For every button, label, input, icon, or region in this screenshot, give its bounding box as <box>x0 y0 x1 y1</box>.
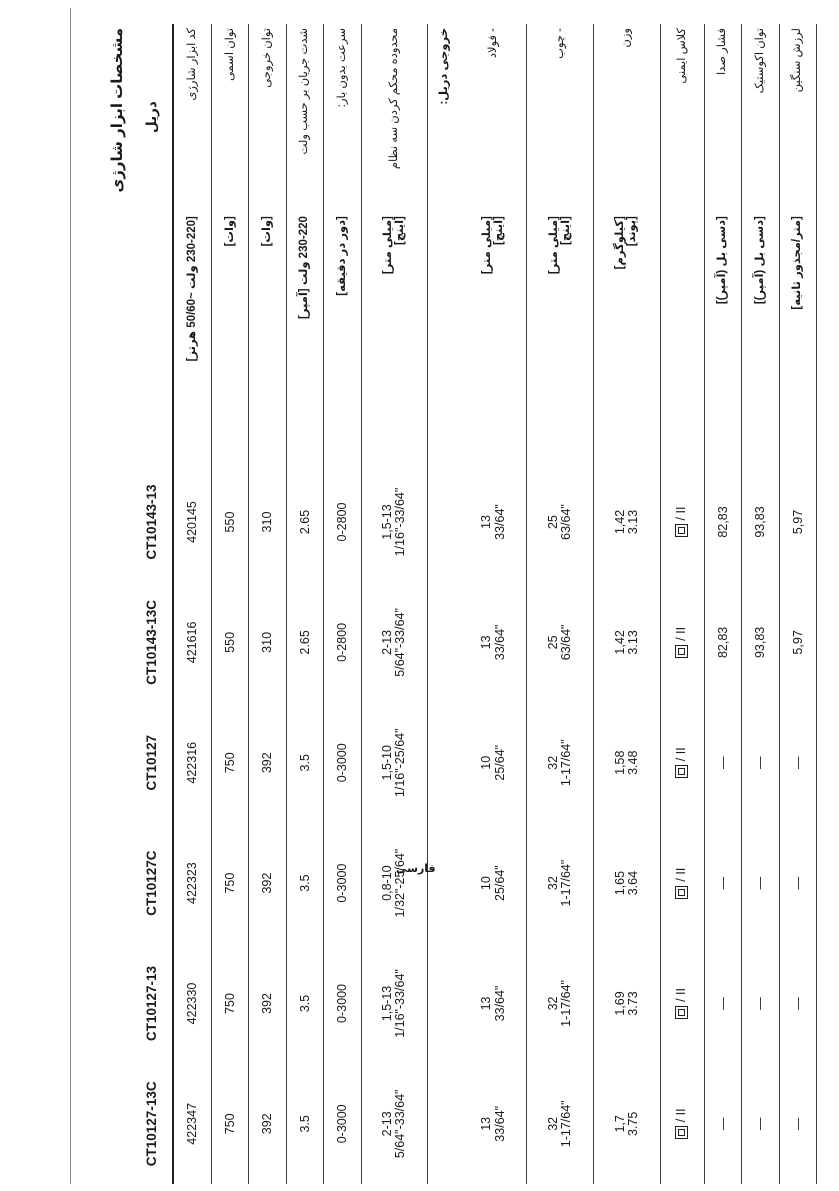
header-row <box>132 24 173 1184</box>
row-label: توان خروجی <box>249 24 286 210</box>
cell-value: 63/64" <box>559 624 574 661</box>
row-unit: [اینچ] <box>559 216 572 246</box>
cell-value: / II <box>673 626 688 641</box>
cell-value: 3.5 <box>286 823 323 943</box>
double-insulation-icon <box>675 524 688 537</box>
row-unit: [کیلوگرم] <box>614 216 627 270</box>
cell-value: 1,5-13 <box>380 985 395 1022</box>
cell-value: 93,83 <box>742 462 779 582</box>
cell-value: 420145 <box>173 462 212 582</box>
double-insulation-icon <box>675 765 688 778</box>
row-label: فشار صدا <box>704 24 741 210</box>
row-unit: [اینچ] <box>493 216 506 246</box>
column-header: CT10127-13C <box>132 1064 173 1184</box>
cell-value: 750 <box>212 823 249 943</box>
table-row <box>212 24 249 1184</box>
cell-value: 33/64" <box>492 985 507 1022</box>
cell-value: 82,83 <box>704 462 741 582</box>
cell-value: 32 <box>545 996 560 1011</box>
cell-value: 32 <box>545 1116 560 1131</box>
row-unit: [میلی متر] <box>381 216 394 275</box>
cell-value: 33/64" <box>492 624 507 661</box>
cell-value: 13 <box>479 515 494 529</box>
double-insulation-icon <box>675 1006 688 1019</box>
cell-value: 1-17/64" <box>559 980 574 1027</box>
cell-value: 550 <box>212 582 249 702</box>
cell-value: 82,83 <box>704 582 741 702</box>
cell-value: / II <box>673 867 688 882</box>
table-row <box>249 24 286 1184</box>
table-row <box>286 24 323 1184</box>
table-row <box>173 24 212 1184</box>
cell-value: 1-17/64" <box>559 859 574 907</box>
row-unit: [متر/مجذور ثانیه] <box>779 210 816 462</box>
cell-value: 392 <box>249 943 286 1063</box>
cell-value: 310 <box>249 462 286 582</box>
cell-value: 421616 <box>173 582 212 702</box>
cell-value: 0-3000 <box>324 943 361 1063</box>
cell-value: 1,58 <box>612 750 627 775</box>
table-row <box>594 24 661 1184</box>
cell-value: 25 <box>545 635 560 650</box>
cell-value: 1/16"-33/64" <box>393 969 408 1038</box>
cell-value: 1-17/64" <box>559 739 574 787</box>
row-label-drill: دریل <box>132 24 173 210</box>
row-label: محدوده محکم کردن سه نظام <box>361 24 428 210</box>
cell-value: 1,42 <box>612 509 627 535</box>
cell-value: 0-2800 <box>324 462 361 582</box>
cell-value: — <box>779 703 816 823</box>
double-insulation-icon <box>675 645 688 658</box>
cell-value: — <box>779 823 816 943</box>
column-header: CT10127-13 <box>132 943 173 1063</box>
cell-value: — <box>704 1064 741 1184</box>
cell-value: 0-3000 <box>324 823 361 943</box>
cell-value: 1,42 <box>612 630 627 655</box>
cell-value: 13 <box>479 1116 494 1131</box>
cell-value: 5/64"-33/64" <box>393 1089 408 1159</box>
row-unit: [میلی متر] <box>547 216 560 275</box>
cell-value: 2.65 <box>286 582 323 702</box>
cell-value: 422323 <box>173 823 212 943</box>
cell-value: 1,65 <box>612 870 627 896</box>
cell-value: 392 <box>249 703 286 823</box>
row-label: - فولاد <box>461 24 527 210</box>
cell-value: 1/16"-25/64" <box>393 728 408 798</box>
cell-value: 3.75 <box>625 1111 640 1136</box>
row-unit: [230-220 ولت ~50/60 هرتز] <box>173 210 212 462</box>
cell-value: — <box>704 703 741 823</box>
cell-value: 25/64" <box>492 744 507 781</box>
cell-value: / II <box>673 988 688 1002</box>
cell-value: 1-17/64" <box>559 1100 574 1148</box>
cell-value: 3.13 <box>625 509 640 535</box>
column-header: CT10143-13C <box>132 582 173 702</box>
cell-value: 422316 <box>173 703 212 823</box>
cell-value: 0-3000 <box>324 1064 361 1184</box>
cell-value: 2.65 <box>286 462 323 582</box>
column-header: CT10127C <box>132 823 173 943</box>
cell-value: 392 <box>249 1064 286 1184</box>
table-row <box>779 24 816 1184</box>
cell-value: 25 <box>545 515 560 529</box>
row-unit: [دسی بل (آمپر)] <box>742 210 779 462</box>
cell-value: / II <box>673 506 688 521</box>
cell-value: 1,5-13 <box>380 504 395 540</box>
double-insulation-icon <box>675 886 688 899</box>
row-label: لرزش سنگین <box>779 24 816 210</box>
cell-value: 1,69 <box>612 991 627 1016</box>
cell-value: 550 <box>212 462 249 582</box>
title-row <box>70 24 132 1184</box>
cell-value: 33/64" <box>492 1105 507 1142</box>
cell-value: 10 <box>479 876 494 891</box>
cell-value: 32 <box>545 755 560 770</box>
cell-value: / II <box>673 1108 688 1123</box>
row-unit: [دسی بل (آمپر)] <box>704 210 741 462</box>
cell-value: 3.5 <box>286 1064 323 1184</box>
row-unit: [وات] <box>249 210 286 462</box>
cell-value: 422347 <box>173 1064 212 1184</box>
page-title: مشخصات ابزار شارژی <box>108 28 126 193</box>
row-label: وزن <box>594 24 661 210</box>
row-label: توان اسمی <box>212 24 249 210</box>
row-unit: 230-220 ولت [آمپر] <box>286 210 323 462</box>
row-unit: [وات] <box>212 210 249 462</box>
cell-value: 0-3000 <box>324 703 361 823</box>
cell-value: 0,8-10 <box>380 865 395 901</box>
row-unit: [میلی متر] <box>481 216 494 275</box>
cell-value: — <box>704 823 741 943</box>
cell-value: 3.64 <box>625 870 640 896</box>
cell-value: 0-2800 <box>324 582 361 702</box>
cell-value: — <box>704 943 741 1063</box>
cell-value: — <box>742 1064 779 1184</box>
spec-table-rotated <box>70 24 817 1184</box>
spec-table <box>70 24 817 1184</box>
cell-value: 750 <box>212 703 249 823</box>
row-label: شدت جریان بر حسب ولت <box>286 24 323 210</box>
cell-value: 2-13 <box>380 629 395 655</box>
cell-value: / II <box>673 747 688 762</box>
cell-value: — <box>742 943 779 1063</box>
cell-value: 10 <box>479 755 494 770</box>
table-row <box>361 24 428 1184</box>
cell-value: — <box>779 1064 816 1184</box>
table-row <box>527 24 594 1184</box>
cell-value: 3.73 <box>625 991 640 1016</box>
row-label: کلاس ایمنی <box>660 24 704 210</box>
row-label: سرعت بدون بار: <box>324 24 361 210</box>
cell-value: 33/64" <box>492 504 507 540</box>
row-label: - چوب <box>527 24 594 210</box>
cell-value: 2-13 <box>380 1111 395 1137</box>
cell-value: 5/64"-33/64" <box>393 608 408 677</box>
cell-value: 750 <box>212 1064 249 1184</box>
cell-value: 1,7 <box>612 1115 627 1133</box>
table-row <box>324 24 361 1184</box>
table-row <box>428 24 461 1184</box>
row-unit: [دور در دقیقه] <box>324 210 361 462</box>
cell-value: — <box>779 943 816 1063</box>
row-label: توان اکوستیک <box>742 24 779 210</box>
row-unit: [پوند] <box>626 216 639 247</box>
cell-value: 1/32"-25/64" <box>393 848 408 918</box>
cell-value: 3.13 <box>625 630 640 655</box>
cell-value: 93,83 <box>742 582 779 702</box>
table-row <box>660 24 704 1184</box>
row-label: کد ابزار شارژی <box>173 24 212 210</box>
cell-value: 63/64" <box>559 504 574 540</box>
cell-value: 750 <box>212 943 249 1063</box>
cell-value: 13 <box>479 635 494 650</box>
row-unit: [اینچ] <box>393 216 406 246</box>
column-header: CT10143-13 <box>132 462 173 582</box>
cell-value: 32 <box>545 876 560 891</box>
cell-value: 1/16"-33/64" <box>393 487 408 557</box>
cell-value: 5,97 <box>779 462 816 582</box>
table-row <box>742 24 779 1184</box>
cell-value: — <box>742 823 779 943</box>
cell-value: 310 <box>249 582 286 702</box>
cell-value: 5,97 <box>779 582 816 702</box>
cell-value: 422330 <box>173 943 212 1063</box>
table-row <box>704 24 741 1184</box>
row-label: خروجی دریل: <box>438 28 451 105</box>
column-header: CT10127 <box>132 703 173 823</box>
table-row <box>461 24 527 1184</box>
cell-value: 25/64" <box>492 865 507 901</box>
language-footer: فارسی <box>396 863 436 875</box>
cell-value: 392 <box>249 823 286 943</box>
cell-value: — <box>742 703 779 823</box>
cell-value: 3.5 <box>286 943 323 1063</box>
double-insulation-icon <box>675 1126 688 1139</box>
cell-value: 13 <box>479 996 494 1011</box>
cell-value: 3.5 <box>286 703 323 823</box>
cell-value: 3.48 <box>625 750 640 775</box>
cell-value: 1,5-10 <box>380 745 395 781</box>
